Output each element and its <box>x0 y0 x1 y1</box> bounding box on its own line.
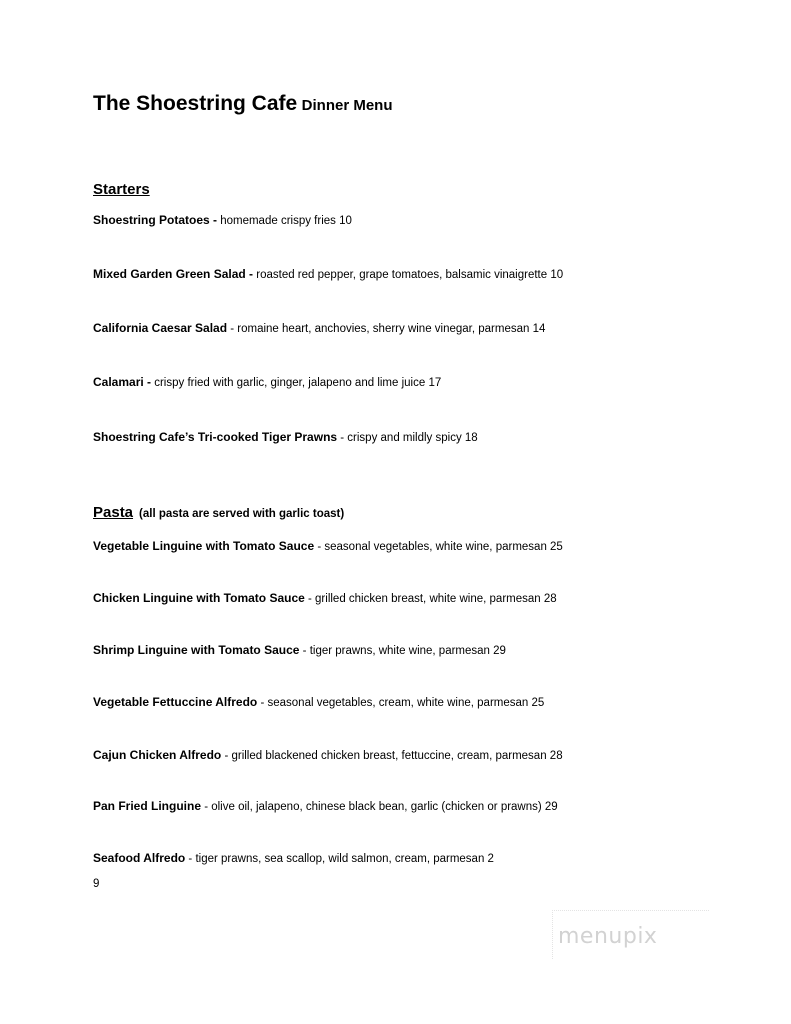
section-title-starters: Starters <box>93 181 150 198</box>
menu-item-description: - crispy and mildly spicy 18 <box>337 432 478 444</box>
menu-item <box>93 375 441 390</box>
watermark <box>552 910 712 962</box>
menu-item <box>93 851 494 866</box>
menu-item-name: California Caesar Salad <box>93 321 228 335</box>
menu-item-description: - romaine heart, anchovies, sherry wine vinegar, parmesan 14 <box>227 323 546 335</box>
menu-item-description: - seasonal vegetables, white wine, parmesan 25 <box>314 541 563 553</box>
menu-item-name: Shrimp Linguine with Tomato Sauce <box>93 643 300 657</box>
menu-item-description: - tiger prawns, sea scallop, wild salmon, cream, parmesan 2 <box>185 853 494 865</box>
menu-item <box>93 643 506 658</box>
section-heading-pasta <box>93 504 344 522</box>
menu-name: Dinner Menu <box>301 97 393 114</box>
menu-item-description: roasted red pepper, grape tomatoes, balsamic vinaigrette 10 <box>253 269 564 281</box>
section-heading-starters <box>93 181 150 199</box>
menu-item-description: crispy fried with garlic, ginger, jalapeno and lime juice 17 <box>151 377 442 389</box>
section-note-pasta: (all pasta are served with garlic toast) <box>139 508 345 520</box>
menu-item <box>93 213 352 228</box>
menu-item <box>93 748 563 763</box>
menu-item-description: - olive oil, jalapeno, chinese black bean, garlic (chicken or prawns) 29 <box>201 801 558 813</box>
menu-item <box>93 539 563 554</box>
menu-item-name: Cajun Chicken Alfredo <box>93 748 222 762</box>
menu-item <box>93 799 558 814</box>
menu-item <box>93 321 545 336</box>
menu-item-name: Vegetable Fettuccine Alfredo <box>93 695 258 709</box>
menu-item <box>93 695 544 710</box>
menu-item-name: Vegetable Linguine with Tomato Sauce <box>93 539 315 553</box>
menu-item-description: homemade crispy fries 10 <box>217 215 352 227</box>
restaurant-name: The Shoestring Cafe <box>93 92 298 115</box>
menu-item-name: Chicken Linguine with Tomato Sauce <box>93 591 305 605</box>
menu-item-description: - seasonal vegetables, cream, white wine, parmesan 25 <box>257 697 545 709</box>
menu-item-name: Shoestring Cafe’s Tri-cooked Tiger Prawns <box>93 430 338 444</box>
menu-item <box>93 591 557 606</box>
menu-item-description: - grilled chicken breast, white wine, parmesan 28 <box>304 593 557 605</box>
menu-item <box>93 267 563 282</box>
section-title-pasta: Pasta <box>93 504 134 521</box>
price-overflow-digit: 9 <box>93 878 100 890</box>
page-title <box>93 92 393 116</box>
menu-item-name: Shoestring Potatoes - <box>93 213 218 227</box>
menu-item-name: Calamari - <box>93 375 152 389</box>
menu-item-description: - grilled blackened chicken breast, fettuccine, cream, parmesan 28 <box>221 750 563 762</box>
menu-item-name: Seafood Alfredo <box>93 851 186 865</box>
menu-item-description: - tiger prawns, white wine, parmesan 29 <box>299 645 506 657</box>
watermark-logo: menupix <box>558 924 658 949</box>
menu-item-name: Mixed Garden Green Salad - <box>93 267 254 281</box>
menu-item <box>93 430 478 445</box>
menu-item-name: Pan Fried Linguine <box>93 799 202 813</box>
